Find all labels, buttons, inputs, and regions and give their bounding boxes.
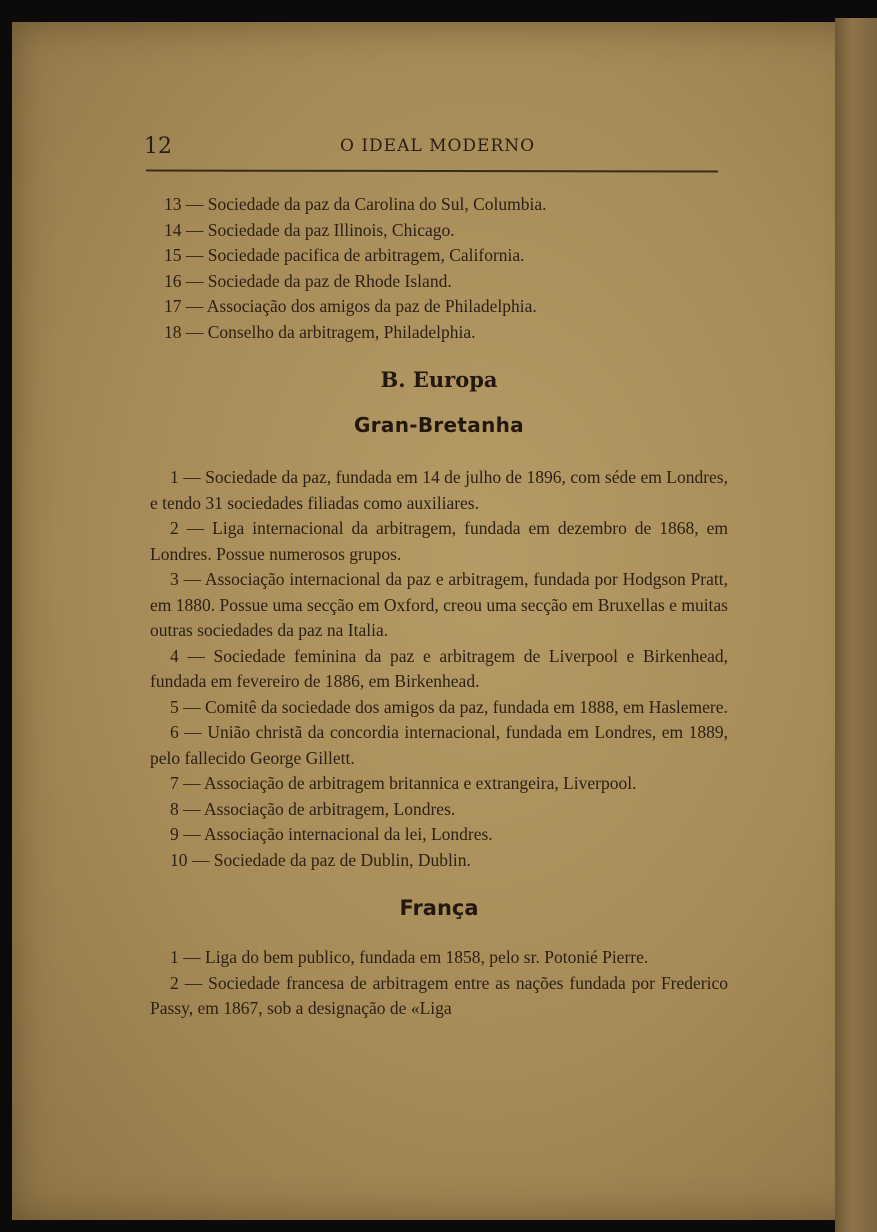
list-item: 16 — Sociedade da paz de Rhode Island. <box>164 270 452 291</box>
list-item: 2 — Liga internacional da arbitragem, fundada em dezembro de 1868, em Londres. Possue numerosos grupos. <box>150 518 728 564</box>
list-item: 13 — Sociedade da paz da Carolina do Sul, Columbia. <box>164 194 547 214</box>
page-number: 12 <box>144 134 172 159</box>
list-item: 15 — Sociedade pacifica de arbitragem, California. <box>164 245 525 265</box>
list-item: 10 — Sociedade da paz de Dublin, Dublin. <box>170 849 471 870</box>
list-item: 17 — Associação dos amigos da paz de Philadelphia. <box>164 296 537 316</box>
list-item: 2 — Sociedade francesa de arbitragem entre as nações fundada por Frederico Passy, em 1867, sob a designação de «Liga <box>150 972 728 1018</box>
page-body <box>150 192 728 1022</box>
america-list <box>150 192 728 345</box>
list-item: 8 — Associação de arbitragem, Londres. <box>170 798 456 819</box>
list-item: 6 — União christã da concordia internacional, fundada em Londres, em 1889, pelo fallecido George Gillett. <box>150 722 728 768</box>
list-item: 5 — Comitê da sociedade dos amigos da paz, fundada em 1888, em Haslemere. <box>170 696 728 717</box>
list-item: 9 — Associação internacional da lei, Londres. <box>170 824 493 844</box>
section-heading-europa: B. Europa <box>380 367 498 392</box>
list-item: 18 — Conselho da arbitragem, Philadelphia. <box>164 321 476 342</box>
section-heading-franca: França <box>399 896 479 920</box>
list-item: 1 — Liga do bem publico, fundada em 1858, pelo sr. Potonié Pierre. <box>170 947 649 967</box>
list-item: 1 — Sociedade da paz, fundada em 14 de julho de 1896, com séde em Londres, e tendo 31 sociedades filiadas como auxiliares. <box>150 467 728 513</box>
list-item: 7 — Associação de arbitragem britannica e extrangeira, Liverpool. <box>170 773 637 793</box>
section-heading-gran-bretanha: Gran-Bretanha <box>354 413 524 437</box>
binding-edge <box>835 18 877 1232</box>
page-header <box>144 132 720 168</box>
list-item: 3 — Associação internacional da paz e arbitragem, fundada por Hodgson Pratt, em 1880. Possue uma secção em Oxford, creou uma secção em Bruxellas e muitas outras sociedades da paz na Italia. <box>150 569 728 640</box>
running-title: O IDEAL MODERNO <box>340 136 536 156</box>
list-item: 4 — Sociedade feminina da paz e arbitragem de Liverpool e Birkenhead, fundada em fevereiro de 1886, em Birkenhead. <box>150 645 728 691</box>
list-item: 14 — Sociedade da paz Illinois, Chicago. <box>164 219 455 240</box>
